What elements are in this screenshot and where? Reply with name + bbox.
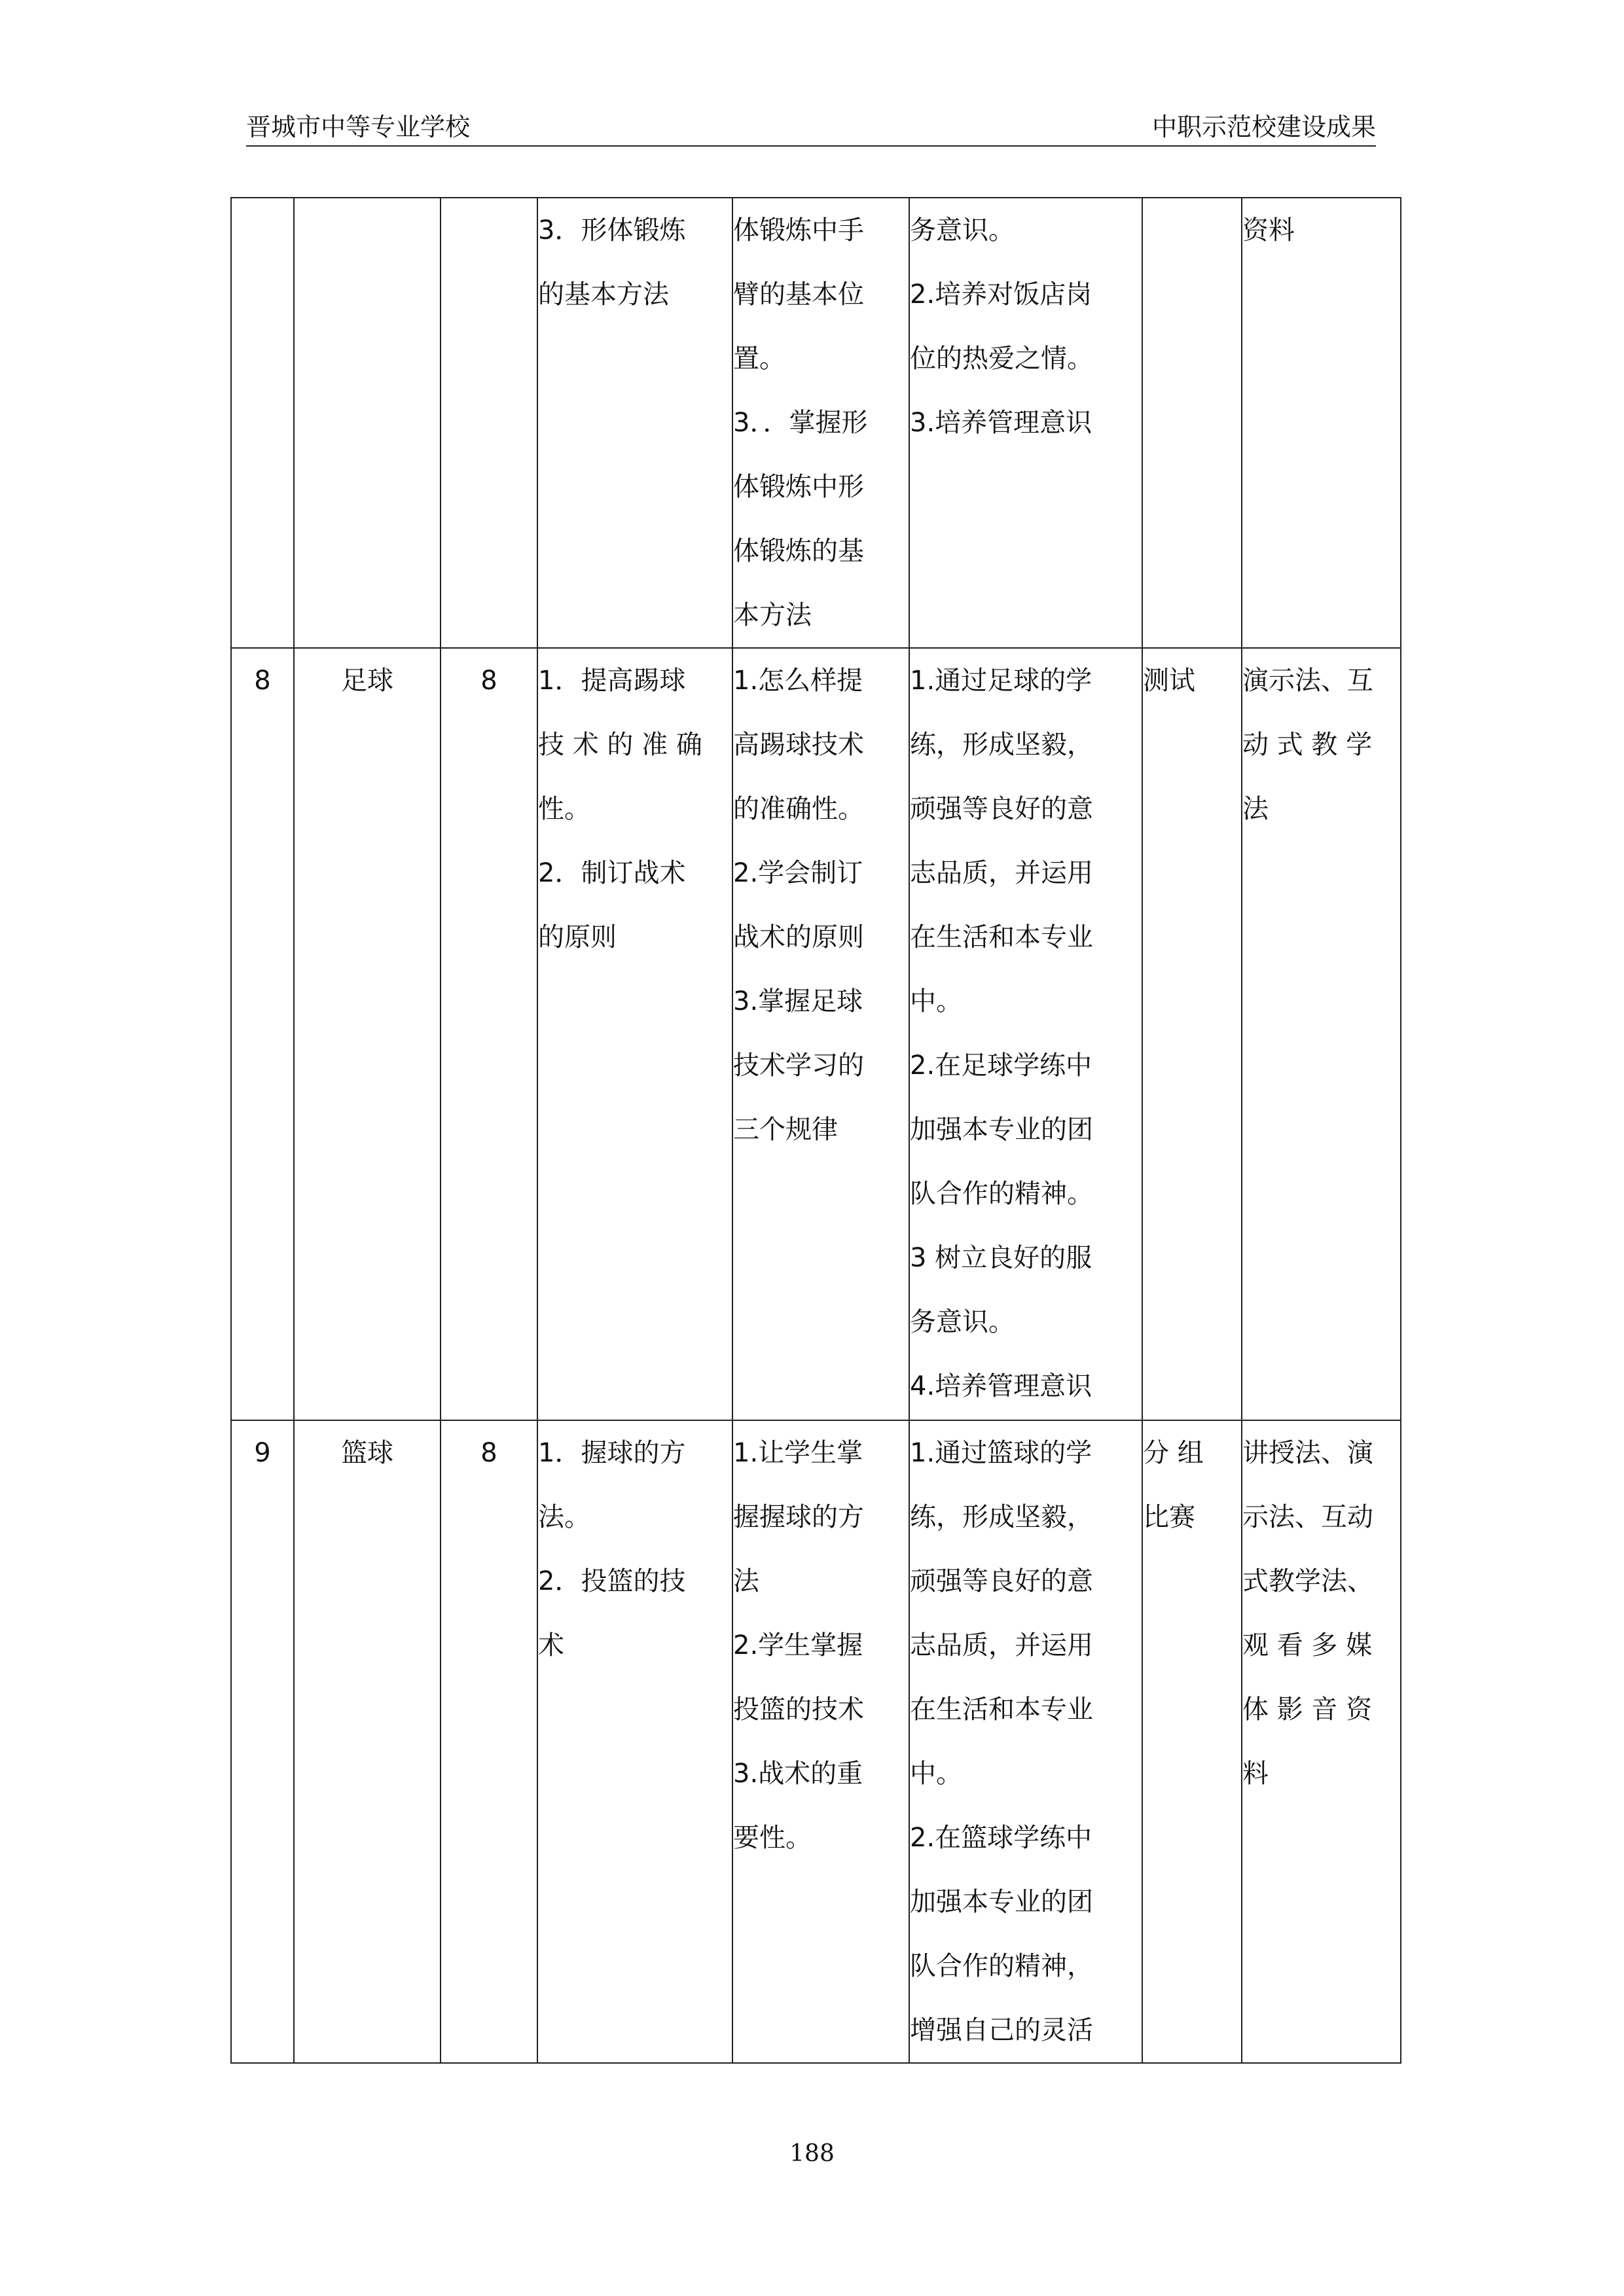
cell-line: 队合作的精神， <box>910 1951 1093 1981</box>
cell-line: 1.让学生掌 <box>733 1438 863 1468</box>
cell-line: 臂的基本位 <box>733 279 864 310</box>
row-quality-goal <box>909 648 1142 1420</box>
cell-line: 位的热爱之情。 <box>910 344 1093 374</box>
cell-line: 3．．掌握形 <box>733 408 868 438</box>
cell-line: 2.在篮球学练中 <box>910 1823 1092 1853</box>
cell-line: 战术的原则 <box>733 922 864 952</box>
cell-line: 1.通过篮球的学 <box>910 1438 1092 1468</box>
cell-line: 法。 <box>538 1502 590 1532</box>
cell-line: 加强本专业的团 <box>910 1115 1093 1145</box>
row-teaching-method <box>1242 648 1401 1420</box>
cell-line: 1．提高踢球 <box>538 666 686 696</box>
cell-line: 要性。 <box>733 1823 812 1853</box>
cell-line: 2．投篮的技 <box>538 1566 686 1596</box>
cell-line: 2．制订战术 <box>538 858 686 888</box>
row-teaching-method <box>1242 1420 1401 2063</box>
cell-line: 3．形体锻炼 <box>538 215 686 245</box>
cell-line: 练，形成坚毅， <box>910 730 1093 760</box>
row-number: 9 <box>231 1420 294 2063</box>
cell-line: 体 影 音 资 <box>1242 1695 1373 1725</box>
cell-line: 务意识。 <box>910 1307 1015 1337</box>
cell-line: 观 看 多 媒 <box>1242 1630 1373 1660</box>
cell-line: 技 术 的 准 确 <box>538 730 702 760</box>
cell-line: 本方法 <box>733 600 812 630</box>
cell-line: 三个规律 <box>733 1115 838 1145</box>
cell-line: 志品质，并运用 <box>910 1630 1093 1660</box>
cell-line: 1.通过足球的学 <box>910 666 1092 696</box>
cell-line: 料 <box>1242 1759 1269 1789</box>
row-hours: 8 <box>441 1420 537 2063</box>
cell-line: 式教学法、 <box>1242 1566 1373 1596</box>
cell-line: 中。 <box>910 1759 962 1789</box>
cell-line: 4.培养管理意识 <box>910 1371 1092 1401</box>
row-teaching-method <box>1242 198 1401 648</box>
cell-line: 练，形成坚毅， <box>910 1502 1093 1532</box>
row-number: 8 <box>231 648 294 1420</box>
row-teaching-goal <box>732 1420 909 2063</box>
cell-line: 体锻炼的基 <box>733 536 864 566</box>
row-quality-goal <box>909 1420 1142 2063</box>
cell-line: 比赛 <box>1143 1502 1195 1532</box>
page-header <box>246 110 1376 147</box>
cell-line: 务意识。 <box>910 215 1015 245</box>
cell-line: 技术学习的 <box>733 1050 864 1081</box>
row-assessment <box>1142 648 1242 1420</box>
cell-line: 1.怎么样提 <box>733 666 863 696</box>
cell-line: 顽强等良好的意 <box>910 1566 1093 1596</box>
cell-line: 体锻炼中形 <box>733 472 864 502</box>
table-row <box>231 1420 1401 2063</box>
cell-line: 置。 <box>733 344 785 374</box>
cell-line: 队合作的精神。 <box>910 1179 1093 1209</box>
row-teaching-content <box>537 1420 732 2063</box>
row-teaching-content <box>537 198 732 648</box>
row-teaching-goal <box>732 198 909 648</box>
table-row <box>231 198 1401 648</box>
cell-line: 增强自己的灵活 <box>910 2015 1093 2045</box>
row-assessment <box>1142 1420 1242 2063</box>
row-quality-goal <box>909 198 1142 648</box>
cell-line: 中。 <box>910 986 962 1016</box>
cell-line: 2.学生掌握 <box>733 1630 863 1660</box>
row-item-name: 足球 <box>294 648 441 1420</box>
cell-line: 高踢球技术 <box>733 730 864 760</box>
header-school-name: 晋城市中等专业学校 <box>246 113 471 141</box>
cell-line: 法 <box>1242 794 1269 824</box>
cell-line: 2.培养对饭店岗 <box>910 279 1092 310</box>
cell-line: 的原则 <box>538 922 617 952</box>
row-item-name: 篮球 <box>294 1420 441 2063</box>
row-number <box>231 198 294 648</box>
cell-line: 体锻炼中手 <box>733 215 864 245</box>
cell-line: 讲授法、演 <box>1242 1438 1373 1468</box>
row-hours: 8 <box>441 648 537 1420</box>
row-teaching-content <box>537 648 732 1420</box>
course-plan-table <box>230 197 1401 2064</box>
cell-line: 投篮的技术 <box>733 1695 864 1725</box>
cell-line: 示法、互动 <box>1242 1502 1373 1532</box>
row-hours <box>441 198 537 648</box>
cell-line: 1．握球的方 <box>538 1438 686 1468</box>
row-assessment <box>1142 198 1242 648</box>
cell-line: 演示法、互 <box>1242 666 1373 696</box>
cell-line: 动 式 教 学 <box>1242 730 1373 760</box>
cell-line: 加强本专业的团 <box>910 1887 1093 1917</box>
cell-line: 2.学会制订 <box>733 858 863 888</box>
cell-line: 3.培养管理意识 <box>910 408 1092 438</box>
cell-line: 握握球的方 <box>733 1502 864 1532</box>
page-number: 188 <box>789 2140 835 2167</box>
cell-line: 3 树立良好的服 <box>910 1243 1092 1273</box>
table-row <box>231 648 1401 1420</box>
cell-line: 在生活和本专业 <box>910 1695 1093 1725</box>
cell-line: 测试 <box>1143 666 1195 696</box>
row-teaching-goal <box>732 648 909 1420</box>
cell-line: 资料 <box>1242 215 1295 245</box>
cell-line: 志品质，并运用 <box>910 858 1093 888</box>
cell-line: 术 <box>538 1630 564 1660</box>
row-item-name <box>294 198 441 648</box>
cell-line: 法 <box>733 1566 759 1596</box>
header-project-title: 中职示范校建设成果 <box>1151 113 1376 141</box>
cell-line: 2.在足球学练中 <box>910 1050 1092 1081</box>
cell-line: 的准确性。 <box>733 794 864 824</box>
cell-line: 的基本方法 <box>538 279 669 310</box>
cell-line: 分 组 <box>1143 1438 1204 1468</box>
cell-line: 3.战术的重 <box>733 1759 863 1789</box>
cell-line: 顽强等良好的意 <box>910 794 1093 824</box>
cell-line: 在生活和本专业 <box>910 922 1093 952</box>
cell-line: 性。 <box>538 794 590 824</box>
cell-line: 3.掌握足球 <box>733 986 863 1016</box>
